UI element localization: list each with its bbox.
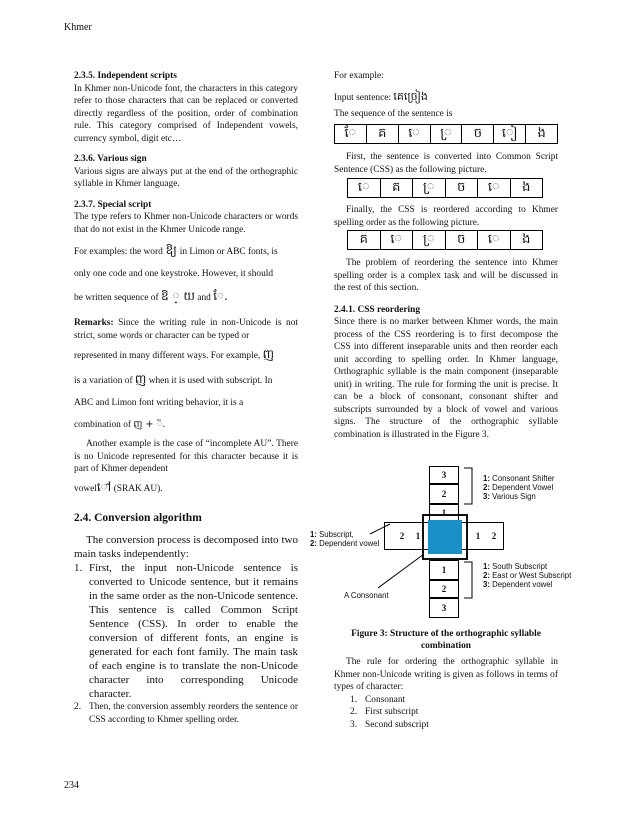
sequence-cell: េ [357,179,370,195]
sequence-cell: េ [477,179,510,197]
legend-item: 2: East or West Subscript [483,571,572,581]
bottom-bracket [464,562,472,598]
example-line-3: be written sequence of ឱ ្ យ and ែ. [74,289,228,303]
sequence-cell: ្រ [430,125,462,143]
section-2-4-1-body: Since there is no marker between Khmer words, the main process of the CSS reordering is to first decompose the CSS into different inseparable units and then reorder each unit according to spelling order. In Khmer language, Orthographic syllable is the main component (inseparable unit) in writing. The rule for forming the unit is precise. It can be a block of consonant, consonant shifter and subscripts surrounded by a block of vowel and various signs. The structure of the orthographic syllable combination is illustrated in the Figure 3. [334,317,558,440]
list-item: 1. First, the input non-Unicode sentence is converted to Unicode sentence, but it remains in the same order as the non-Unicode sentence. This sentence is called Common Script Sentence (CSS). In order to enable the conversion of different fonts, an engine is generated for each font family. The main task of each engine is to translate the non-Unicode character into corresponding Unicode character. [74,562,298,700]
top-box-3: 3 [429,466,459,484]
remarks-line-1: Remarks: Since the writing rule in non-Unicode is not strict, some words or character can be typed or [74,318,298,341]
section-2-3-5-body: In Khmer non-Unicode font, the characters in this category refer to those characters that can be replaced or converted directly regardless of the position, order of combination rule. This category comprised of Independent vowels, currency symbol, digit etc… [74,83,298,144]
right-column-lower [334,257,558,441]
top-box-2: 2 [429,484,459,504]
legend-item: 1: Consonant Shifter [483,474,555,483]
sequence-cell: េ [477,231,510,249]
sequence-cell: ្រ [412,231,445,249]
list-item: 2. Then, the conversion assembly reorders the sentence or CSS according to Khmer spelling order. [74,702,298,725]
rule-section [334,656,558,731]
conversion-intro: The conversion process is decomposed into two main tasks independently: [74,534,298,560]
sequence-cell: គ [380,179,413,197]
section-2-4-1-title: 2.4.1. CSS reordering [334,304,421,315]
sequence-row-reordered [347,230,543,250]
example-line-2: only one code and one keystroke. However, it should [74,269,274,279]
figure-caption: Figure 3: Structure of the orthographic syllable combination [351,629,541,651]
top-legend [483,474,555,502]
legend-item: 3: Various Sign [483,492,536,502]
sequence-cell: េ [398,125,430,143]
top-box-1: 1 [429,504,459,522]
sequence-cell: ច [461,125,493,143]
sequence-cell: ង [510,231,543,249]
legend-item: 3: Dependent vowel [483,580,553,590]
khmer-word-oy: ឱ្យ [165,243,177,257]
sequence-cell: ៀ [493,125,525,143]
section-2-4-title: 2.4. Conversion algorithm [74,511,202,524]
remarks-line-4: ABC and Limon font writing behavior, it is a [74,398,244,408]
right-column [334,70,558,120]
bottom-legend [483,562,571,590]
list-item: 3. Second subscript [350,719,429,730]
remarks-line-2: represented in many different ways. For example, ញ [74,347,275,361]
remarks-line-3: is a variation of ញ when it is used with subscript. In [74,372,273,386]
top-bracket [464,468,472,504]
conversion-body [74,533,298,726]
left-box-1: 1 [415,531,421,541]
bottom-box-2: 2 [429,580,459,598]
legend-item: 2: Dependent Vowel [483,483,554,493]
finally-para: Finally, the CSS is reordered according to Khmer spelling order as the following picture. [334,205,558,228]
sequence-cell: ្រ [412,179,445,197]
conversion-list [74,561,298,726]
list-item: 1. Consonant [350,694,406,705]
sequence-row-css [347,178,543,198]
problem-para: The problem of reordering the sentence into Khmer spelling order is a complex task and will be discussed in the rest of this section. [334,258,558,293]
remarks-line-5: combination of ញ + ៊. [74,419,166,430]
left-legend [310,530,379,548]
rule-para: The rule for ordering the orthographic syllable in Khmer non-Unicode writing is given as follows in terms of types of character: [334,657,558,692]
input-word: គេច្រៀង [393,89,428,103]
legend-item: 1: Subscript, [310,530,354,539]
right-box-2: 2 [491,531,497,541]
sequence-label: The sequence of the sentence is [334,108,453,119]
section-2-3-5-title: 2.3.5. Independent scripts [74,71,177,81]
first-para: First, the sentence is converted into Common Script Sentence (CSS) as the following picture. [334,152,558,175]
legend-item: 1: South Subscript [483,562,548,571]
sequence-row-original [334,124,558,144]
left-box-2: 2 [399,531,405,541]
section-2-3-6-body: Various signs are always put at the end of the orthographic syllable in Khmer language. [74,166,298,189]
bottom-box-1: 1 [429,560,459,580]
vowel-line: vowelៅ (SRAK AU). [74,479,163,494]
sequence-cell: េ [380,231,413,249]
page-number: 234 [64,780,79,791]
sequence-cell: គ [366,125,398,143]
another-example-para: Another example is the case of “incomplete AU”. There is no Unicode represented for this character because it is part of Khmer dependent [74,439,298,474]
bottom-box-3: 3 [429,598,459,618]
sequence-cell: គ [359,231,368,247]
for-example-label: For example: [334,71,384,81]
sequence-cell: ច [445,231,478,249]
running-header: Khmer [64,22,92,33]
list-item: 2. First subscript [350,707,419,717]
rule-list [334,694,558,732]
left-column [74,70,298,726]
section-2-3-6-title: 2.3.6. Various sign [74,154,147,164]
example-line-1: For examples: the word ឱ្យ in Limon or ABC fonts, is [74,243,278,257]
input-sentence-line: Input sentence: គេច្រៀង [334,89,428,103]
khmer-sequence: ឱ ្ យ [160,289,195,303]
sequence-cell: ែ [344,125,357,141]
section-2-3-7-title: 2.3.7. Special script [74,199,152,210]
right-box-1: 1 [475,531,481,541]
consonant-pointer [378,554,424,588]
sequence-cell: ង [510,179,543,197]
sequence-cell: ច [445,179,478,197]
section-2-3-7-body: The type refers to Khmer non-Unicode characters or words that do not exist in the Khmer Unicode range. [74,212,298,235]
sequence-cell: ង [525,125,557,143]
consonant-label: A Consonant [344,591,389,600]
legend-item: 2: Dependent vowel [310,539,380,549]
khmer-vowel-ae: ែ. [213,289,228,303]
